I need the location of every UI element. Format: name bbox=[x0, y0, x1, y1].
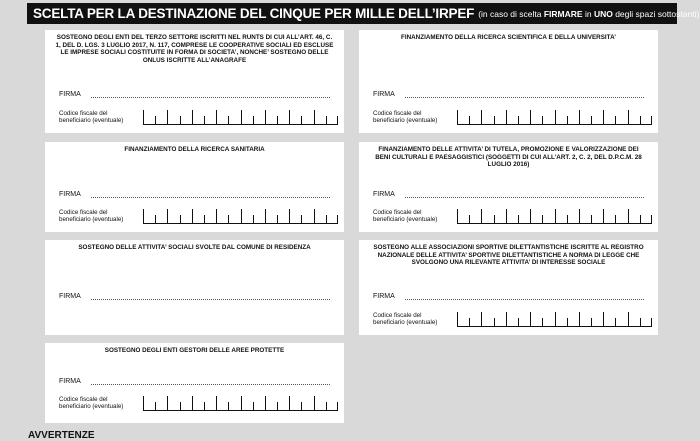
codice-fiscale-cell[interactable] bbox=[326, 402, 338, 410]
firma-line[interactable] bbox=[405, 294, 644, 300]
codice-fiscale-cell[interactable] bbox=[481, 209, 493, 223]
codice-fiscale-cell[interactable] bbox=[180, 215, 192, 223]
codice-fiscale-cell[interactable] bbox=[228, 116, 240, 124]
codice-fiscale-cell[interactable] bbox=[506, 312, 518, 326]
codice-fiscale-cell[interactable] bbox=[469, 116, 481, 124]
codice-fiscale-cell[interactable] bbox=[216, 110, 228, 124]
codice-fiscale-cell[interactable] bbox=[494, 318, 506, 326]
box-associazioni-sportive bbox=[359, 240, 658, 335]
codice-fiscale-cell[interactable] bbox=[579, 209, 591, 223]
codice-fiscale-cell[interactable] bbox=[603, 312, 615, 326]
firma-line[interactable] bbox=[91, 294, 330, 300]
codice-fiscale-field[interactable] bbox=[373, 312, 652, 327]
box-title: SOSTEGNO DEGLI ENTI GESTORI DELLE AREE PROTETTE bbox=[104, 347, 285, 354]
codice-fiscale-field[interactable] bbox=[59, 396, 338, 411]
codice-fiscale-cell[interactable] bbox=[167, 209, 179, 223]
codice-fiscale-cell[interactable] bbox=[494, 215, 506, 223]
codice-fiscale-cell[interactable] bbox=[628, 312, 640, 326]
codice-fiscale-cell[interactable] bbox=[567, 318, 579, 326]
codice-fiscale-field[interactable] bbox=[59, 209, 338, 224]
codice-fiscale-cell[interactable] bbox=[494, 116, 506, 124]
codice-fiscale-cell[interactable] bbox=[180, 402, 192, 410]
codice-fiscale-cell[interactable] bbox=[265, 209, 277, 223]
codice-fiscale-cell[interactable] bbox=[457, 312, 469, 326]
codice-fiscale-label: Codice fiscale del beneficiario (eventuale) bbox=[59, 209, 124, 224]
codice-fiscale-label: Codice fiscale del beneficiario (eventuale) bbox=[373, 312, 438, 327]
firma-label: FIRMA bbox=[373, 293, 395, 300]
codice-fiscale-cell[interactable] bbox=[640, 318, 652, 326]
codice-fiscale-cell[interactable] bbox=[192, 110, 204, 124]
codice-fiscale-cell[interactable] bbox=[204, 402, 216, 410]
box-beni-culturali bbox=[359, 142, 658, 232]
codice-fiscale-cell[interactable] bbox=[216, 209, 228, 223]
firma-label: FIRMA bbox=[373, 91, 395, 98]
codice-fiscale-cells[interactable] bbox=[143, 209, 338, 224]
firma-field[interactable] bbox=[373, 91, 644, 98]
codice-fiscale-cell[interactable] bbox=[167, 396, 179, 410]
codice-fiscale-cell[interactable] bbox=[530, 209, 542, 223]
box-comune bbox=[45, 240, 344, 335]
box-title: FINANZIAMENTO DELLA RICERCA SANITARIA bbox=[124, 146, 265, 153]
codice-fiscale-cell[interactable] bbox=[192, 209, 204, 223]
codice-fiscale-cell[interactable] bbox=[241, 110, 253, 124]
codice-fiscale-cell[interactable] bbox=[155, 116, 167, 124]
codice-fiscale-cell[interactable] bbox=[603, 110, 615, 124]
codice-fiscale-label: Codice fiscale del beneficiario (eventuale) bbox=[59, 396, 124, 411]
codice-fiscale-cell[interactable] bbox=[628, 209, 640, 223]
firma-line[interactable] bbox=[405, 192, 644, 198]
codice-fiscale-cell[interactable] bbox=[143, 396, 155, 410]
firma-field[interactable] bbox=[373, 293, 644, 300]
codice-fiscale-cell[interactable] bbox=[155, 215, 167, 223]
codice-fiscale-cell[interactable] bbox=[555, 110, 567, 124]
codice-fiscale-cell[interactable] bbox=[591, 116, 603, 124]
codice-fiscale-cell[interactable] bbox=[301, 116, 313, 124]
codice-fiscale-cells[interactable] bbox=[143, 110, 338, 125]
codice-fiscale-cell[interactable] bbox=[180, 116, 192, 124]
codice-fiscale-cell[interactable] bbox=[530, 110, 542, 124]
codice-fiscale-label: Codice fiscale del beneficiario (eventuale) bbox=[59, 110, 124, 125]
codice-fiscale-cell[interactable] bbox=[640, 215, 652, 223]
codice-fiscale-cell[interactable] bbox=[314, 209, 326, 223]
codice-fiscale-cell[interactable] bbox=[143, 110, 155, 124]
codice-fiscale-cell[interactable] bbox=[143, 209, 155, 223]
box-ricerca-scientifica bbox=[359, 30, 658, 133]
codice-fiscale-cell[interactable] bbox=[542, 215, 554, 223]
codice-fiscale-field[interactable] bbox=[373, 209, 652, 224]
firma-line[interactable] bbox=[91, 92, 330, 98]
firma-label: FIRMA bbox=[59, 293, 81, 300]
box-title: SOSTEGNO DEGLI ENTI DEL TERZO SETTORE ISCRITTI NEL RUNTS DI CUI ALL’ART. 46, C. 1, DEL D. LGS. 3 LUGLIO 2017, N. 117, COMPRESE LE COOPERATIVE SOCIALI ED ESCLUSE LE IMPRESE SOCIALI COSTITUITE IN FORMA DI SOCIETA’, NONCHE’ SOSTEGNO DELLE ONLUS ISCRITTE ALL’ANAGRAFE bbox=[55, 34, 334, 64]
box-ricerca-sanitaria bbox=[45, 142, 344, 232]
form-instruction: (in caso di scelta FIRMARE in UNO degli spazi sottostanti) bbox=[478, 8, 700, 19]
codice-fiscale-cell[interactable] bbox=[506, 209, 518, 223]
codice-fiscale-cell[interactable] bbox=[241, 396, 253, 410]
codice-fiscale-field[interactable] bbox=[373, 110, 652, 125]
codice-fiscale-cell[interactable] bbox=[518, 116, 530, 124]
codice-fiscale-cell[interactable] bbox=[457, 209, 469, 223]
codice-fiscale-cell[interactable] bbox=[228, 215, 240, 223]
codice-fiscale-cell[interactable] bbox=[326, 116, 338, 124]
codice-fiscale-cell[interactable] bbox=[481, 312, 493, 326]
codice-fiscale-cell[interactable] bbox=[555, 209, 567, 223]
codice-fiscale-cell[interactable] bbox=[469, 215, 481, 223]
codice-fiscale-cell[interactable] bbox=[518, 318, 530, 326]
codice-fiscale-cell[interactable] bbox=[289, 110, 301, 124]
avvertenze-heading: AVVERTENZE bbox=[28, 430, 95, 441]
codice-fiscale-cell[interactable] bbox=[241, 209, 253, 223]
codice-fiscale-cell[interactable] bbox=[579, 312, 591, 326]
box-terzo-settore bbox=[45, 30, 344, 133]
box-aree-protette bbox=[45, 343, 344, 423]
firma-field[interactable] bbox=[373, 191, 644, 198]
codice-fiscale-cell[interactable] bbox=[277, 402, 289, 410]
codice-fiscale-cell[interactable] bbox=[542, 318, 554, 326]
firma-label: FIRMA bbox=[373, 191, 395, 198]
codice-fiscale-cell[interactable] bbox=[591, 318, 603, 326]
codice-fiscale-cell[interactable] bbox=[615, 215, 627, 223]
codice-fiscale-cell[interactable] bbox=[155, 402, 167, 410]
codice-fiscale-cell[interactable] bbox=[530, 312, 542, 326]
codice-fiscale-cell[interactable] bbox=[265, 110, 277, 124]
firma-label: FIRMA bbox=[59, 378, 81, 385]
firma-line[interactable] bbox=[405, 92, 644, 98]
codice-fiscale-cell[interactable] bbox=[253, 215, 265, 223]
codice-fiscale-cell[interactable] bbox=[314, 396, 326, 410]
codice-fiscale-cell[interactable] bbox=[289, 209, 301, 223]
codice-fiscale-cell[interactable] bbox=[289, 396, 301, 410]
codice-fiscale-cell[interactable] bbox=[326, 215, 338, 223]
codice-fiscale-cell[interactable] bbox=[216, 396, 228, 410]
firma-field[interactable] bbox=[59, 378, 330, 385]
firma-label: FIRMA bbox=[59, 91, 81, 98]
codice-fiscale-cell[interactable] bbox=[192, 396, 204, 410]
codice-fiscale-cell[interactable] bbox=[228, 402, 240, 410]
codice-fiscale-cell[interactable] bbox=[204, 215, 216, 223]
codice-fiscale-cell[interactable] bbox=[555, 312, 567, 326]
codice-fiscale-cell[interactable] bbox=[277, 116, 289, 124]
box-title: FINANZIAMENTO DELLE ATTIVITA’ DI TUTELA, PROMOZIONE E VALORIZZAZIONE DEI BENI CULTURALI E PAESAGGISTICI (SOGGETTI DI CUI ALL’ART. 2, C. 2, DEL D.P.C.M. 28 LUGLIO 2016) bbox=[375, 146, 642, 169]
firma-field[interactable] bbox=[59, 91, 330, 98]
codice-fiscale-cell[interactable] bbox=[469, 318, 481, 326]
codice-fiscale-cells[interactable] bbox=[457, 209, 652, 224]
codice-fiscale-cell[interactable] bbox=[640, 116, 652, 124]
codice-fiscale-cell[interactable] bbox=[253, 116, 265, 124]
form-title: SCELTA PER LA DESTINAZIONE DEL CINQUE PER MILLE DELL’IRPEF bbox=[33, 6, 475, 21]
codice-fiscale-cell[interactable] bbox=[615, 116, 627, 124]
form-header bbox=[27, 3, 700, 24]
codice-fiscale-cells[interactable] bbox=[143, 396, 338, 411]
codice-fiscale-cell[interactable] bbox=[457, 110, 469, 124]
firma-field[interactable] bbox=[59, 293, 330, 300]
codice-fiscale-cell[interactable] bbox=[615, 318, 627, 326]
codice-fiscale-cell[interactable] bbox=[301, 402, 313, 410]
codice-fiscale-cell[interactable] bbox=[204, 116, 216, 124]
codice-fiscale-label: Codice fiscale del beneficiario (eventuale) bbox=[373, 110, 438, 125]
firma-line[interactable] bbox=[91, 192, 330, 198]
box-title: SOSTEGNO ALLE ASSOCIAZIONI SPORTIVE DILETTANTISTICHE ISCRITTE AL REGISTRO NAZIONALE DELLE ATTIVITA’ SPORTIVE DILETTANTISTICHE A NORMA DI LEGGE CHE SVOLGONO UNA RILEVANTE ATTIVITA’ DI INTERESSE SOCIALE bbox=[373, 244, 644, 267]
codice-fiscale-cell[interactable] bbox=[628, 110, 640, 124]
firma-line[interactable] bbox=[91, 379, 330, 385]
codice-fiscale-field[interactable] bbox=[59, 110, 338, 125]
codice-fiscale-cells[interactable] bbox=[457, 110, 652, 125]
codice-fiscale-cell[interactable] bbox=[301, 215, 313, 223]
codice-fiscale-cell[interactable] bbox=[567, 215, 579, 223]
codice-fiscale-cell[interactable] bbox=[265, 396, 277, 410]
codice-fiscale-cell[interactable] bbox=[579, 110, 591, 124]
codice-fiscale-cell[interactable] bbox=[591, 215, 603, 223]
codice-fiscale-cell[interactable] bbox=[518, 215, 530, 223]
codice-fiscale-cell[interactable] bbox=[603, 209, 615, 223]
box-title: SOSTEGNO DELLE ATTIVITA’ SOCIALI SVOLTE DAL COMUNE DI RESIDENZA bbox=[78, 244, 311, 251]
codice-fiscale-cell[interactable] bbox=[481, 110, 493, 124]
codice-fiscale-cell[interactable] bbox=[542, 116, 554, 124]
codice-fiscale-cell[interactable] bbox=[567, 116, 579, 124]
firma-label: FIRMA bbox=[59, 191, 81, 198]
codice-fiscale-cell[interactable] bbox=[277, 215, 289, 223]
codice-fiscale-cell[interactable] bbox=[506, 110, 518, 124]
codice-fiscale-cell[interactable] bbox=[167, 110, 179, 124]
box-title: FINANZIAMENTO DELLA RICERCA SCIENTIFICA E DELLA UNIVERSITA’ bbox=[400, 34, 617, 41]
codice-fiscale-cell[interactable] bbox=[314, 110, 326, 124]
codice-fiscale-label: Codice fiscale del beneficiario (eventuale) bbox=[373, 209, 438, 224]
firma-field[interactable] bbox=[59, 191, 330, 198]
codice-fiscale-cells[interactable] bbox=[457, 312, 652, 327]
codice-fiscale-cell[interactable] bbox=[253, 402, 265, 410]
